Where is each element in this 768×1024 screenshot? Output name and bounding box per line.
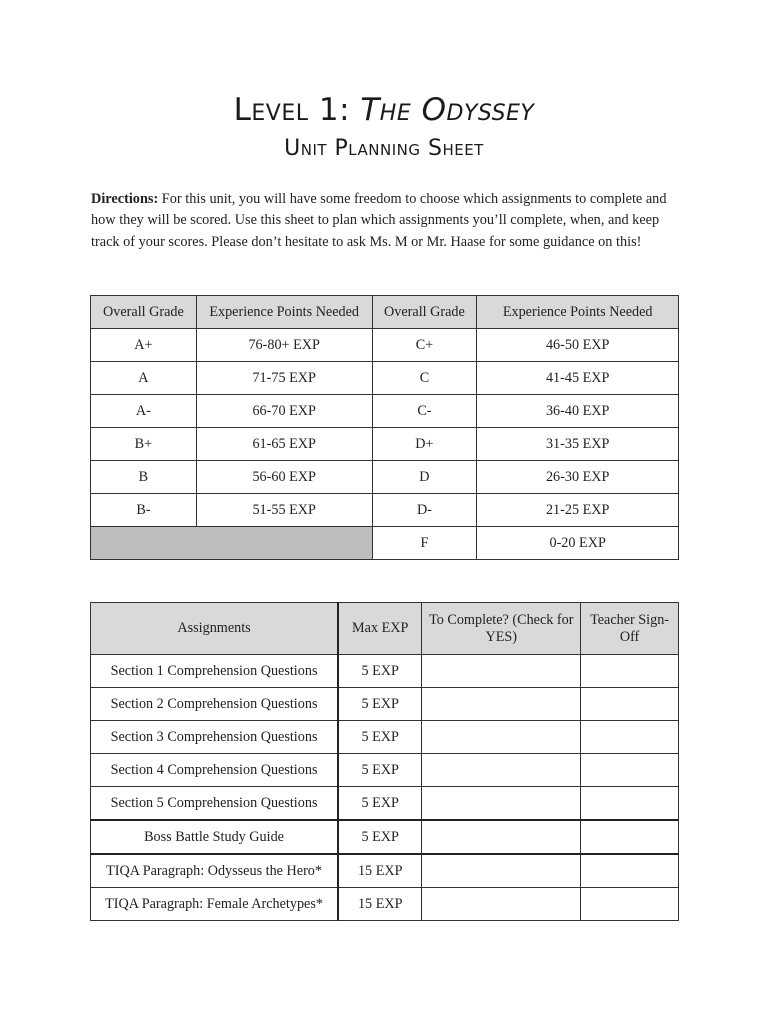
exp-cell: 36-40 EXP xyxy=(477,395,679,428)
exp-cell: 66-70 EXP xyxy=(196,395,372,428)
max-exp-cell: 15 EXP xyxy=(338,888,422,921)
table-row xyxy=(91,428,679,461)
table-row xyxy=(91,494,679,527)
assignment-header-cell: To Complete? (Check for YES) xyxy=(422,603,581,655)
assignment-header-cell: Max EXP xyxy=(338,603,422,655)
assignment-name-cell: Section 1 Comprehension Questions xyxy=(91,655,339,688)
teacher-signoff-cell[interactable] xyxy=(581,754,679,787)
title-prefix: Level 1: xyxy=(233,92,361,128)
to-complete-cell[interactable] xyxy=(422,820,581,854)
assignment-name-cell: TIQA Paragraph: Odysseus the Hero* xyxy=(91,854,339,888)
max-exp-cell: 15 EXP xyxy=(338,854,422,888)
grade-cell: B- xyxy=(91,494,197,527)
teacher-signoff-cell[interactable] xyxy=(581,721,679,754)
grade-header-cell: Experience Points Needed xyxy=(477,296,679,329)
max-exp-cell: 5 EXP xyxy=(338,655,422,688)
table-row xyxy=(91,787,679,821)
grade-cell: F xyxy=(372,527,477,560)
exp-cell: 51-55 EXP xyxy=(196,494,372,527)
table-row xyxy=(91,527,679,560)
to-complete-cell[interactable] xyxy=(422,888,581,921)
grade-cell: C+ xyxy=(372,329,477,362)
table-row xyxy=(91,721,679,754)
table-row xyxy=(91,461,679,494)
exp-cell: 46-50 EXP xyxy=(477,329,679,362)
to-complete-cell[interactable] xyxy=(422,787,581,821)
table-row xyxy=(91,395,679,428)
grade-header-cell: Overall Grade xyxy=(372,296,477,329)
to-complete-cell[interactable] xyxy=(422,721,581,754)
assignment-name-cell: Section 4 Comprehension Questions xyxy=(91,754,339,787)
assignment-name-cell: TIQA Paragraph: Female Archetypes* xyxy=(91,888,339,921)
exp-cell: 56-60 EXP xyxy=(196,461,372,494)
grade-table xyxy=(90,295,679,560)
table-row xyxy=(91,688,679,721)
max-exp-cell: 5 EXP xyxy=(338,754,422,787)
table-row xyxy=(91,329,679,362)
assignment-table xyxy=(90,602,679,921)
table-row xyxy=(91,888,679,921)
title-italic: The Odyssey xyxy=(360,92,535,128)
grade-cell: D- xyxy=(372,494,477,527)
grade-cell: C- xyxy=(372,395,477,428)
exp-cell: 31-35 EXP xyxy=(477,428,679,461)
grade-cell: A xyxy=(91,362,197,395)
table-row xyxy=(91,854,679,888)
grade-cell: A+ xyxy=(91,329,197,362)
grade-cell: B xyxy=(91,461,197,494)
exp-cell: 21-25 EXP xyxy=(477,494,679,527)
exp-cell: 71-75 EXP xyxy=(196,362,372,395)
exp-cell: 26-30 EXP xyxy=(477,461,679,494)
exp-cell: 41-45 EXP xyxy=(477,362,679,395)
blank-shaded-cell xyxy=(91,527,373,560)
max-exp-cell: 5 EXP xyxy=(338,787,422,821)
grade-header-cell: Experience Points Needed xyxy=(196,296,372,329)
assignment-name-cell: Section 3 Comprehension Questions xyxy=(91,721,339,754)
teacher-signoff-cell[interactable] xyxy=(581,888,679,921)
grade-cell: D+ xyxy=(372,428,477,461)
max-exp-cell: 5 EXP xyxy=(338,688,422,721)
teacher-signoff-cell[interactable] xyxy=(581,787,679,821)
assignment-table-header-row xyxy=(91,603,679,655)
to-complete-cell[interactable] xyxy=(422,655,581,688)
to-complete-cell[interactable] xyxy=(422,754,581,787)
assignment-name-cell: Boss Battle Study Guide xyxy=(91,820,339,854)
max-exp-cell: 5 EXP xyxy=(338,721,422,754)
grade-table-header-row xyxy=(91,296,679,329)
table-row xyxy=(91,820,679,854)
exp-cell: 0-20 EXP xyxy=(477,527,679,560)
to-complete-cell[interactable] xyxy=(422,688,581,721)
directions-text: For this unit, you will have some freedom to choose which assignments to complete and how they will be scored. Use this sheet to plan which assignments you’ll complete, when, and keep track of your scores. Please don’t hesitate to ask Ms. M or Mr. Haase for some guidance on this! xyxy=(91,191,667,250)
assignment-name-cell: Section 5 Comprehension Questions xyxy=(91,787,339,821)
table-row xyxy=(91,362,679,395)
exp-cell: 61-65 EXP xyxy=(196,428,372,461)
grade-cell: B+ xyxy=(91,428,197,461)
grade-cell: C xyxy=(372,362,477,395)
max-exp-cell: 5 EXP xyxy=(338,820,422,854)
teacher-signoff-cell[interactable] xyxy=(581,820,679,854)
page-title xyxy=(0,92,768,128)
grade-cell: D xyxy=(372,461,477,494)
to-complete-cell[interactable] xyxy=(422,854,581,888)
teacher-signoff-cell[interactable] xyxy=(581,688,679,721)
directions-label: Directions: xyxy=(91,191,159,207)
directions-paragraph xyxy=(91,189,681,253)
exp-cell: 76-80+ EXP xyxy=(196,329,372,362)
table-row xyxy=(91,655,679,688)
grade-header-cell: Overall Grade xyxy=(91,296,197,329)
assignment-name-cell: Section 2 Comprehension Questions xyxy=(91,688,339,721)
table-row xyxy=(91,754,679,787)
teacher-signoff-cell[interactable] xyxy=(581,854,679,888)
teacher-signoff-cell[interactable] xyxy=(581,655,679,688)
page-subtitle: Unit Planning Sheet xyxy=(284,136,484,161)
assignment-header-cell: Assignments xyxy=(91,603,339,655)
assignment-header-cell: Teacher Sign-Off xyxy=(581,603,679,655)
grade-cell: A- xyxy=(91,395,197,428)
